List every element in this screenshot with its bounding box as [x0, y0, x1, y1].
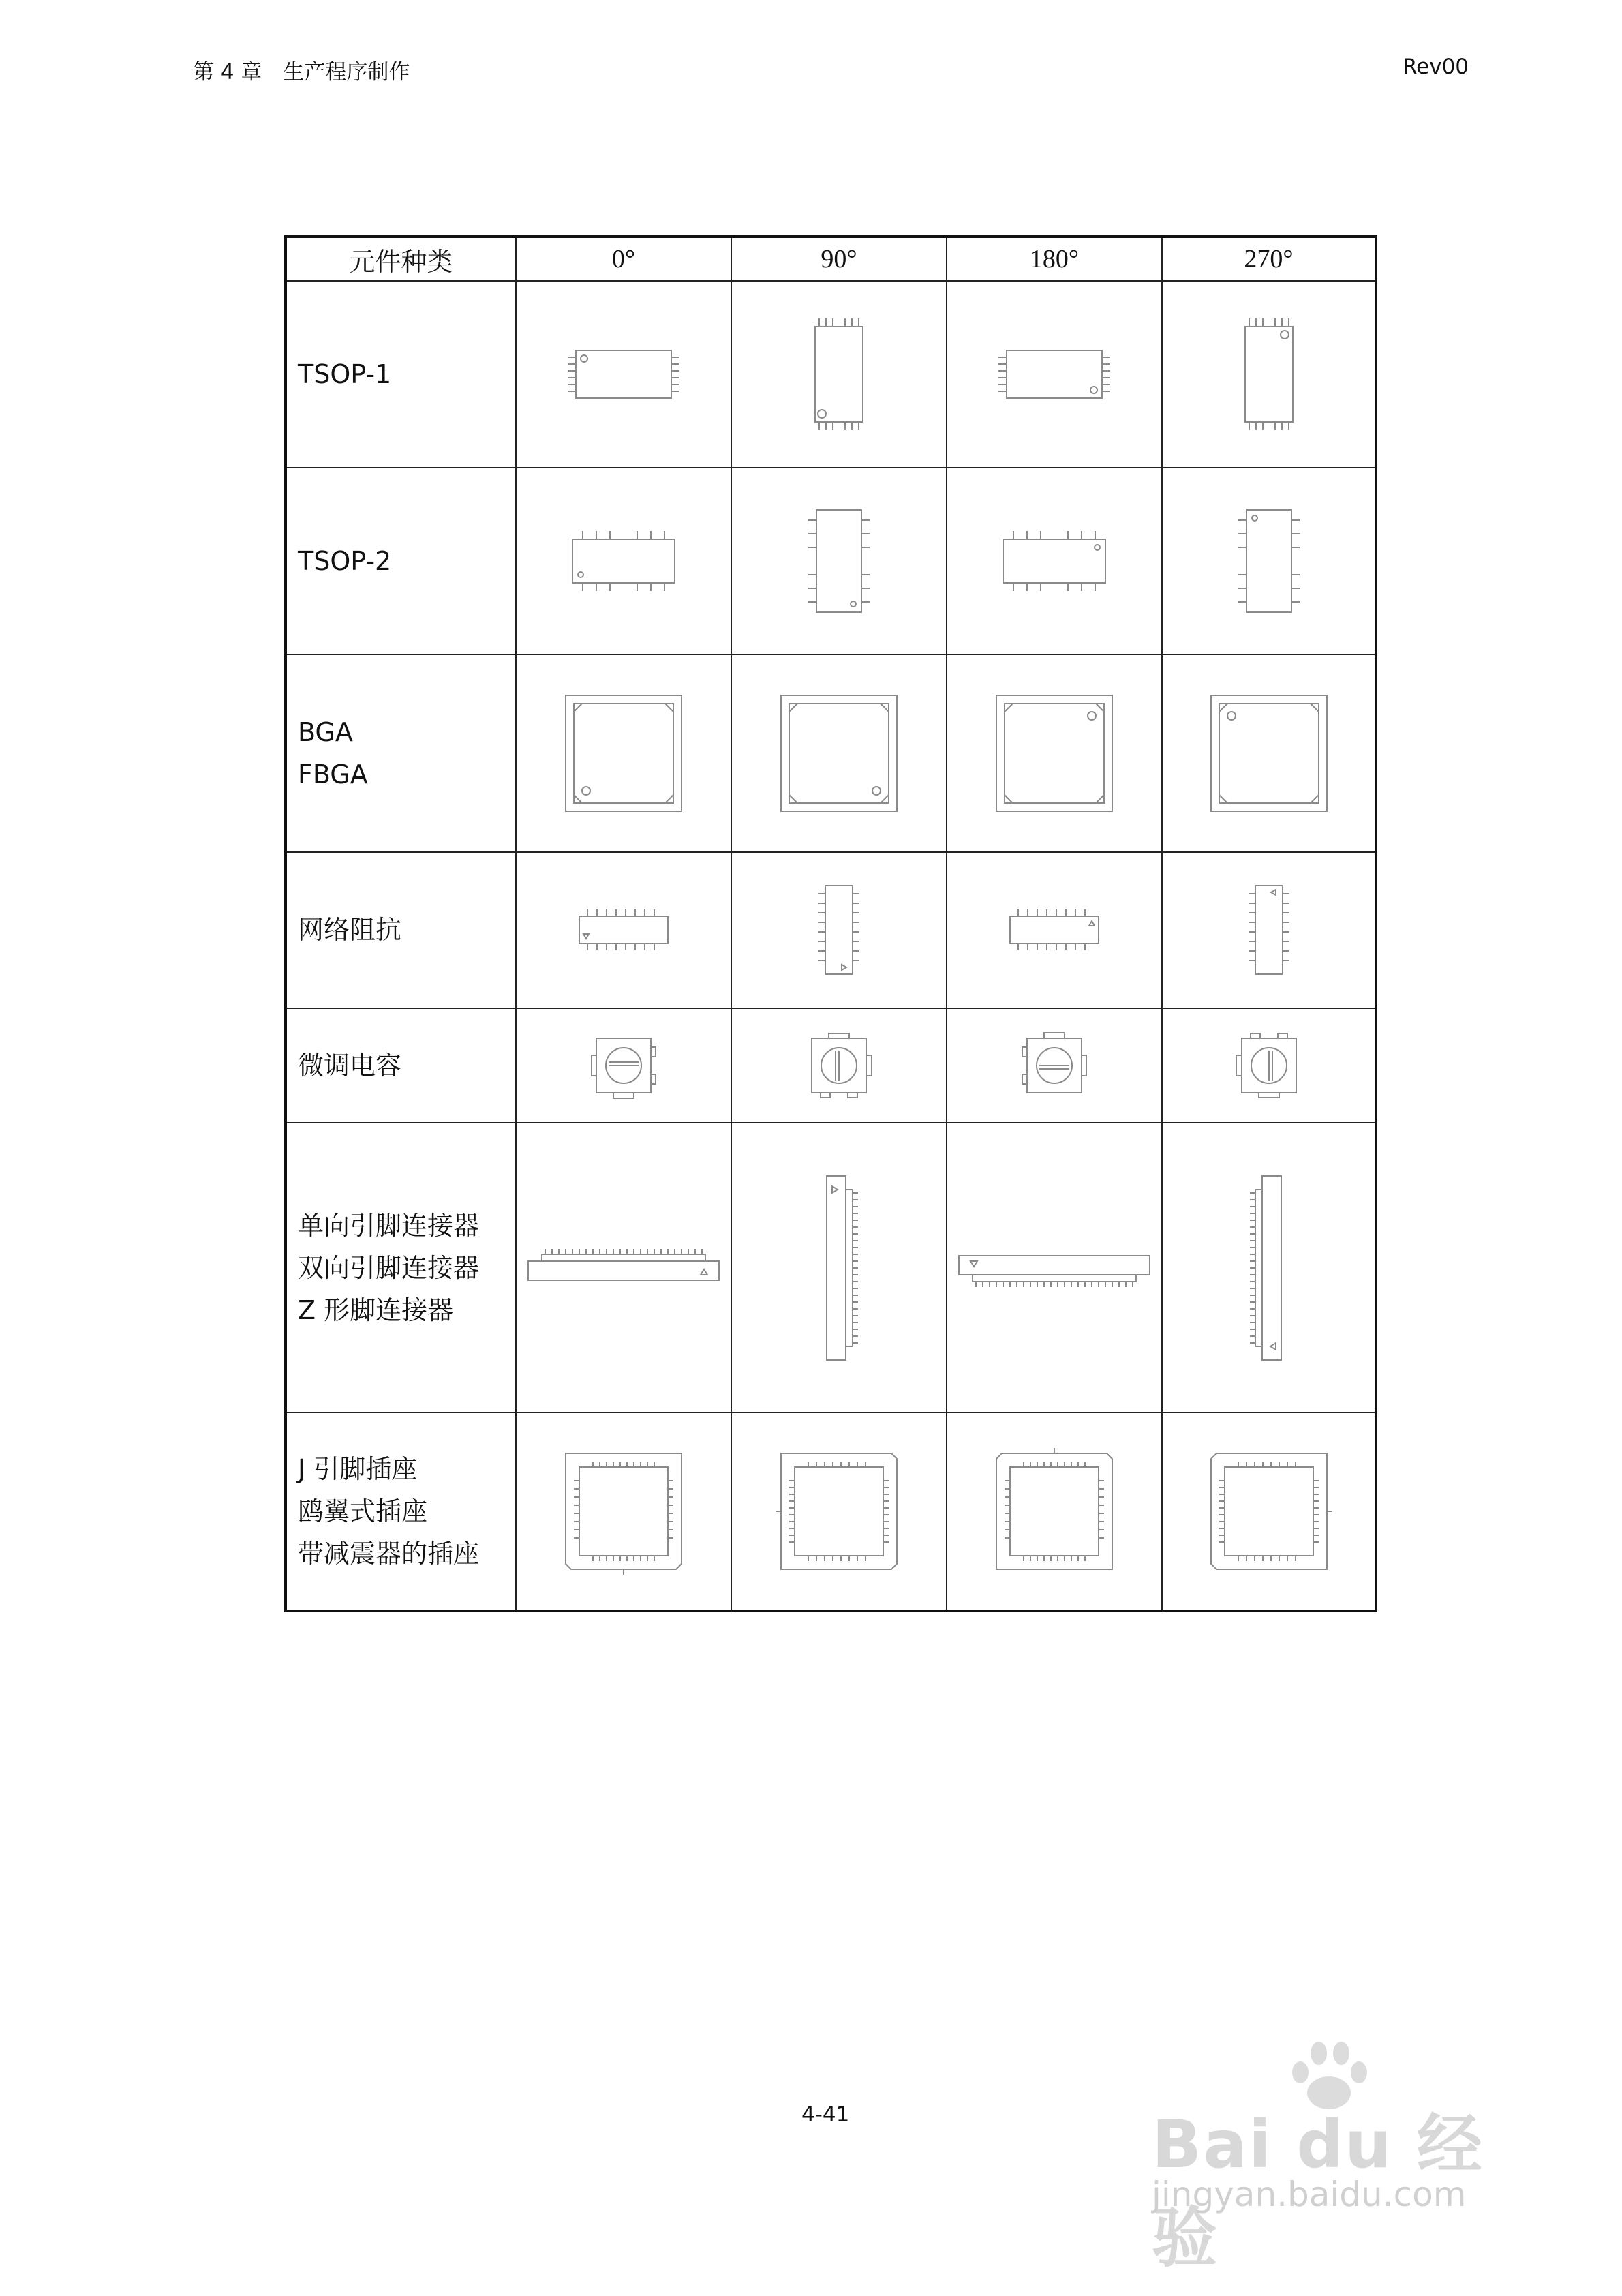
tsop1-270-drawing — [1162, 281, 1376, 468]
connector-90-drawing — [731, 1123, 947, 1413]
type-line: Z 形脚连接器 — [298, 1295, 454, 1325]
network-90-icon — [812, 879, 866, 981]
page-number: 4-41 — [801, 2102, 850, 2127]
type-line: TSOP-2 — [298, 546, 392, 577]
connector-270-icon — [1242, 1173, 1296, 1363]
type-line: TSOP-1 — [298, 359, 392, 390]
connector-0-drawing — [516, 1123, 731, 1413]
type-line: J 引脚插座 — [298, 1454, 418, 1485]
table-row-bga — [286, 654, 1376, 851]
tsop1-90-drawing — [731, 281, 947, 468]
table-row-network — [286, 852, 1376, 1008]
trimcap-0-drawing — [516, 1008, 731, 1123]
bga-270-drawing — [1162, 654, 1376, 851]
connector-90-icon — [812, 1173, 866, 1363]
tsop1-180-drawing — [947, 281, 1162, 468]
tsop2-180-drawing — [947, 468, 1162, 654]
connector-270-drawing — [1162, 1123, 1376, 1413]
socket-0-icon — [559, 1447, 688, 1576]
socket-270-drawing — [1162, 1413, 1376, 1611]
col-header-90deg: 90° — [731, 237, 947, 281]
tsop2-0-drawing — [516, 468, 731, 654]
type-line: BGA — [298, 717, 353, 747]
tsop2-0-icon — [562, 520, 685, 602]
type-cell — [286, 654, 516, 851]
col-header-type: 元件种类 — [286, 237, 516, 281]
type-cell — [286, 1123, 516, 1413]
network-0-icon — [572, 903, 675, 957]
bga-0-drawing — [516, 654, 731, 851]
watermark-url: jingyan.baidu.com — [1152, 2175, 1467, 2214]
network-270-icon — [1242, 879, 1296, 981]
chapter-title: 第 4 章 生产程序制作 — [193, 60, 410, 85]
table-row-tsop2 — [286, 468, 1376, 654]
connector-180-drawing — [947, 1123, 1162, 1413]
revision-label: Rev00 — [1403, 55, 1469, 79]
connector-180-icon — [955, 1241, 1153, 1295]
socket-90-icon — [774, 1447, 904, 1576]
trimcap-180-icon — [1017, 1028, 1092, 1103]
table-row-trimcap — [286, 1008, 1376, 1123]
bga-90-drawing — [731, 654, 947, 851]
network-270-drawing — [1162, 852, 1376, 1008]
tsop1-90-icon — [808, 313, 870, 436]
bga-270-icon — [1204, 689, 1334, 818]
watermark-brand: Bai du 经验 — [1152, 2106, 1484, 2276]
watermark — [1145, 2038, 1527, 2276]
socket-90-drawing — [731, 1413, 947, 1611]
type-cell — [286, 1413, 516, 1611]
socket-180-drawing — [947, 1413, 1162, 1611]
network-180-drawing — [947, 852, 1162, 1008]
type-line: 双向引脚连接器 — [298, 1252, 480, 1283]
tsop1-270-icon — [1238, 313, 1300, 436]
type-cell — [286, 468, 516, 654]
type-cell — [286, 1008, 516, 1123]
table-row-tsop1 — [286, 281, 1376, 468]
socket-180-icon — [990, 1447, 1119, 1576]
type-line: 单向引脚连接器 — [298, 1210, 480, 1241]
component-orientation-table — [284, 235, 1377, 1612]
table-header-row — [286, 237, 1376, 281]
trimcap-270-icon — [1231, 1028, 1306, 1103]
tsop2-90-drawing — [731, 468, 947, 654]
tsop2-180-icon — [993, 520, 1116, 602]
bga-90-icon — [774, 689, 904, 818]
type-line: 网络阻抗 — [298, 915, 402, 946]
type-line: FBGA — [298, 759, 368, 789]
col-header-270deg: 270° — [1162, 237, 1376, 281]
type-cell — [286, 852, 516, 1008]
network-0-drawing — [516, 852, 731, 1008]
tsop1-0-icon — [562, 333, 685, 415]
tsop1-0-drawing — [516, 281, 731, 468]
network-180-icon — [1003, 903, 1105, 957]
type-line: 鸥翼式插座 — [298, 1496, 428, 1527]
connector-0-icon — [525, 1241, 722, 1295]
tsop2-270-icon — [1231, 500, 1306, 622]
table-row-socket — [286, 1413, 1376, 1611]
trimcap-180-drawing — [947, 1008, 1162, 1123]
bga-180-drawing — [947, 654, 1162, 851]
type-line: 微调电容 — [298, 1050, 402, 1081]
trimcap-90-drawing — [731, 1008, 947, 1123]
trimcap-270-drawing — [1162, 1008, 1376, 1123]
table-row-connector — [286, 1123, 1376, 1413]
tsop2-90-icon — [801, 500, 876, 622]
network-90-drawing — [731, 852, 947, 1008]
bga-180-icon — [990, 689, 1119, 818]
type-cell — [286, 281, 516, 468]
trimcap-0-icon — [586, 1028, 661, 1103]
bga-0-icon — [559, 689, 688, 818]
col-header-0deg: 0° — [516, 237, 731, 281]
tsop1-180-icon — [993, 333, 1116, 415]
socket-270-icon — [1204, 1447, 1334, 1576]
socket-0-drawing — [516, 1413, 731, 1611]
trimcap-90-icon — [801, 1028, 876, 1103]
col-header-180deg: 180° — [947, 237, 1162, 281]
tsop2-270-drawing — [1162, 468, 1376, 654]
type-line: 带减震器的插座 — [298, 1539, 480, 1569]
